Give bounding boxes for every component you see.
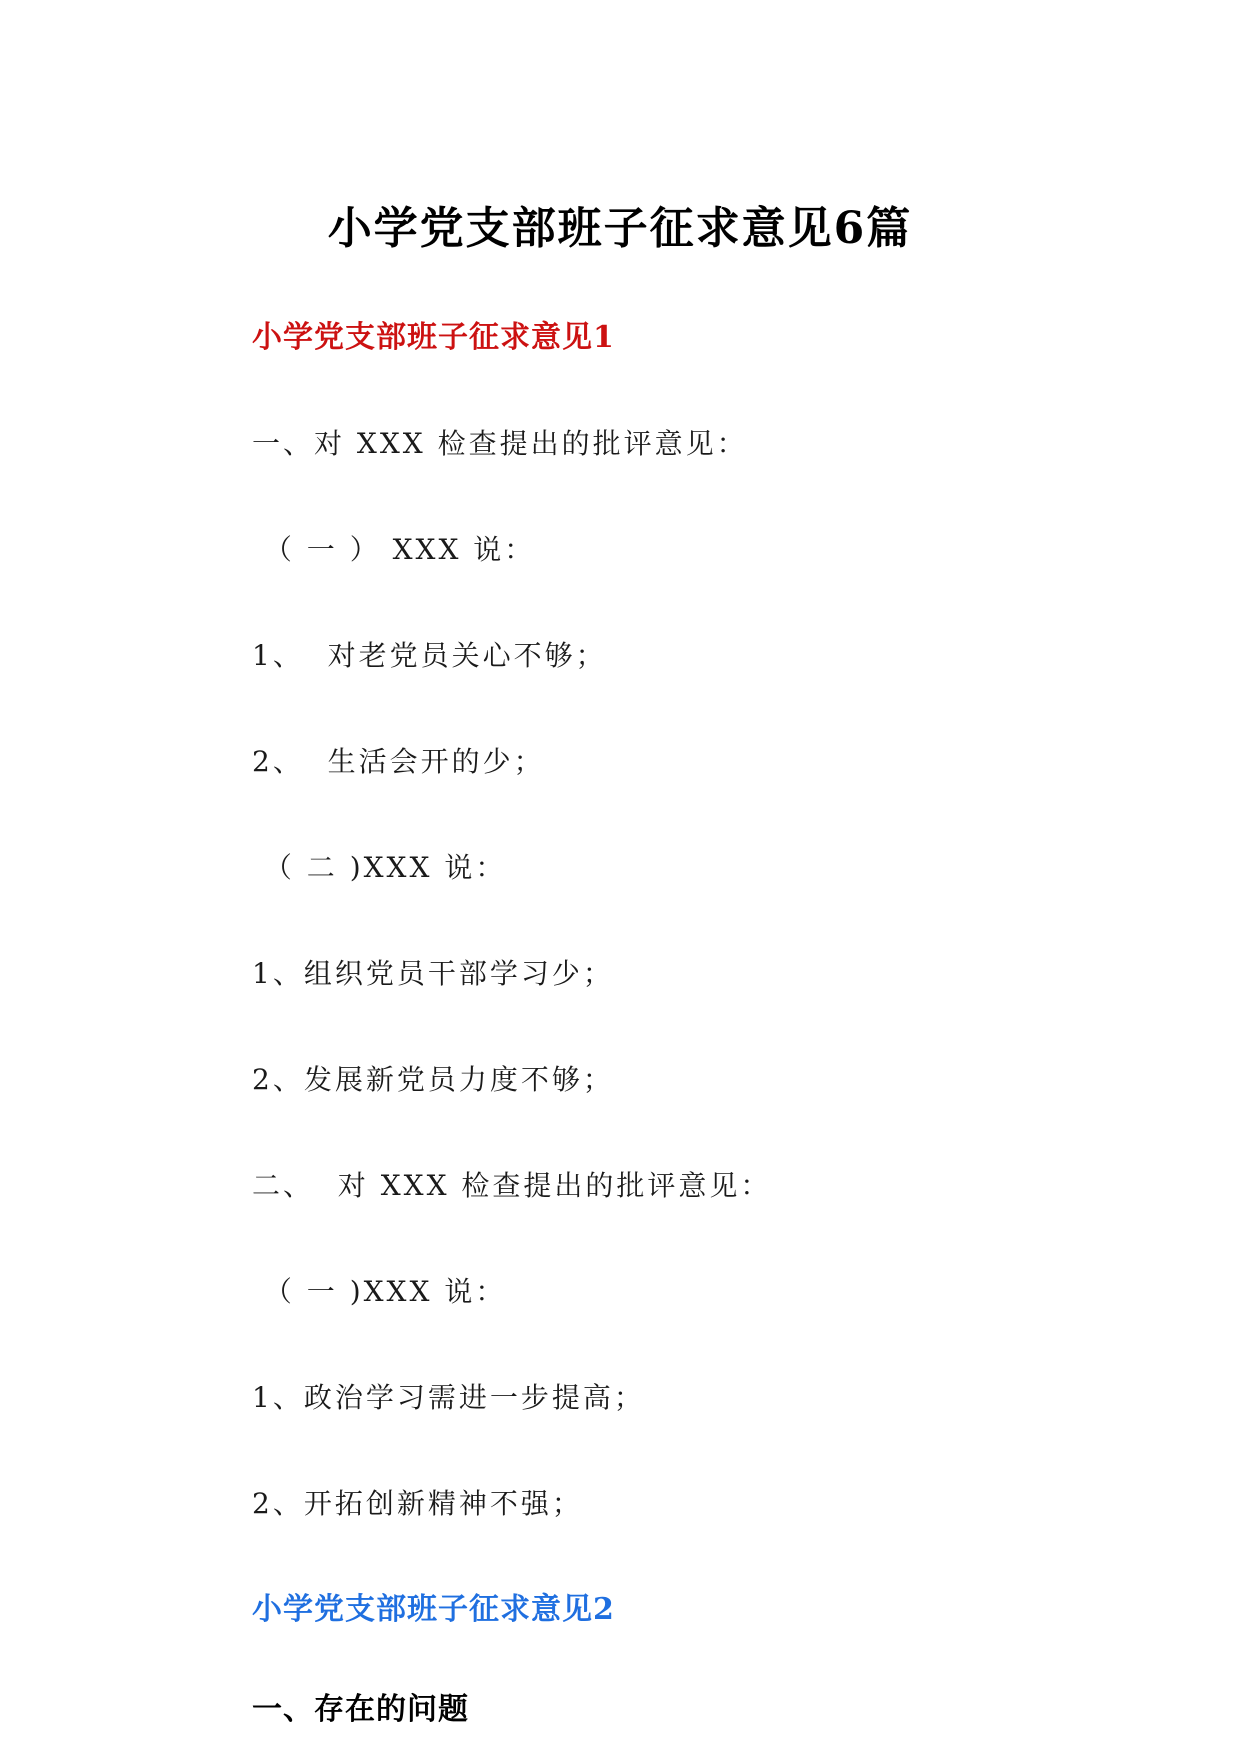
section-heading-1: 小学党支部班子征求意见1 xyxy=(252,320,615,355)
body-line-1: 一、对 XXX 检查提出的批评意见： xyxy=(252,427,748,460)
body-line-9: （ 一 )XXX 说： xyxy=(252,1275,507,1308)
document-title: 小学党支部班子征求意见6篇 xyxy=(327,203,913,254)
section-subheading: 一、存在的问题 xyxy=(252,1692,469,1727)
body-line-3: 1、 对老党员关心不够； xyxy=(252,639,607,672)
section-heading-2: 小学党支部班子征求意见2 xyxy=(252,1592,615,1627)
body-line-2: （ 一 ） XXX 说： xyxy=(252,533,536,566)
body-line-5: （ 二 )XXX 说： xyxy=(252,851,507,884)
body-line-7: 2、发展新党员力度不够； xyxy=(252,1063,614,1096)
body-line-4: 2、 生活会开的少； xyxy=(252,745,545,778)
body-line-10: 1、政治学习需进一步提高； xyxy=(252,1381,645,1414)
body-line-6: 1、组织党员干部学习少； xyxy=(252,957,614,990)
body-line-8: 二、 对 XXX 检查提出的批评意见： xyxy=(252,1169,772,1202)
body-line-11: 2、开拓创新精神不强； xyxy=(252,1487,583,1520)
